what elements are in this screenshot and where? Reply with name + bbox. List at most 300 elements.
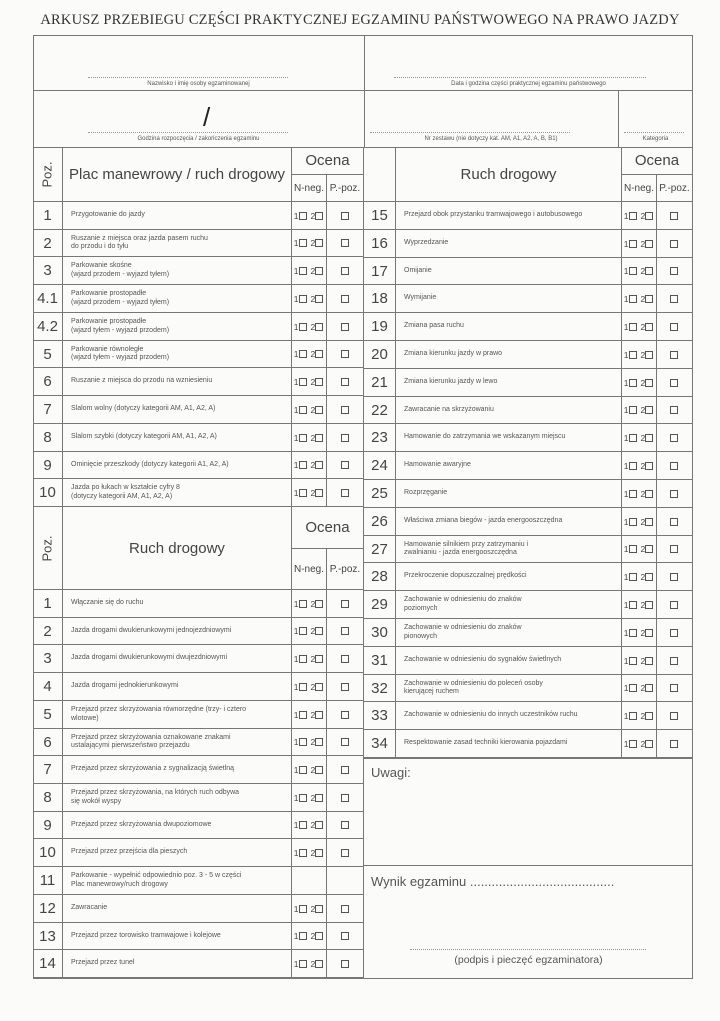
row-number: 4.1	[33, 285, 63, 313]
row-description: Przejazd przez przejścia dla pieszych	[63, 839, 292, 867]
p-poz-checkbox[interactable]	[341, 350, 349, 358]
row-description: Przejazd przez skrzyżowania równorzędne (trzy- i cztero wlotowe)	[63, 701, 292, 729]
checkbox-icon	[299, 794, 307, 802]
p-poz-checkbox[interactable]	[670, 490, 678, 498]
p-poz-cell	[327, 452, 364, 479]
p-poz-checkbox[interactable]	[341, 323, 349, 331]
checkbox-icon	[315, 295, 323, 303]
row-number: 7	[33, 756, 63, 784]
n-neg-checkbox-1[interactable]	[294, 793, 308, 803]
checkbox-label: 1	[293, 404, 299, 415]
checkbox-icon	[645, 545, 653, 553]
n-neg-cell	[292, 368, 327, 396]
n-neg-checkbox-1[interactable]	[294, 848, 308, 858]
p-poz-checkbox[interactable]	[341, 738, 349, 746]
n-neg-checkbox-1[interactable]	[294, 682, 308, 692]
n-neg-cell	[622, 563, 657, 591]
n-neg-cell	[622, 675, 657, 702]
n-neg-checkbox-2[interactable]	[311, 848, 325, 858]
n-neg-cell	[622, 424, 657, 452]
p-poz-checkbox[interactable]	[341, 794, 349, 802]
n-neg-checkbox-2[interactable]	[641, 628, 655, 638]
checkbox-label: 1	[293, 626, 299, 636]
p-poz-cell	[327, 950, 364, 978]
result-section	[364, 865, 693, 979]
row-description: Hamowanie silnikiem przy zatrzymaniu i zwalnianiu - jazda energooszczędna	[396, 536, 622, 563]
n-neg-checkbox-2[interactable]	[641, 683, 655, 693]
n-neg-checkbox-2[interactable]	[311, 238, 325, 248]
p-poz-checkbox[interactable]	[341, 905, 349, 913]
n-neg-checkbox-2[interactable]	[311, 793, 325, 803]
checkbox-icon	[299, 267, 307, 275]
p-poz-checkbox[interactable]	[670, 573, 678, 581]
p-poz-checkbox[interactable]	[670, 351, 678, 359]
n-neg-checkbox-2[interactable]	[641, 739, 655, 749]
n-neg-checkbox-2[interactable]	[311, 931, 325, 941]
p-poz-checkbox[interactable]	[670, 379, 678, 387]
n-neg-checkbox-1[interactable]	[624, 350, 638, 360]
n-neg-checkbox-1[interactable]	[624, 294, 638, 304]
p-poz-checkbox[interactable]	[341, 434, 349, 442]
checkbox-label: 1	[293, 598, 299, 609]
n-neg-checkbox-2[interactable]	[311, 433, 325, 443]
n-neg-checkbox-1[interactable]	[294, 904, 308, 914]
n-neg-checkbox-2[interactable]	[311, 904, 325, 914]
checkbox-icon	[315, 461, 323, 469]
row-description: Zmiana kierunku jazdy w prawo	[396, 341, 622, 369]
n-neg-checkbox-1[interactable]	[624, 600, 638, 610]
row-description: Ominięcie przeszkody (dotyczy kategorii A1, A2, A)	[63, 452, 292, 479]
poz-header	[33, 507, 63, 590]
checkbox-label: 2	[310, 265, 316, 276]
row-number: 15	[364, 202, 396, 230]
checkbox-label: 2	[640, 210, 646, 221]
checkbox-icon	[629, 712, 637, 720]
p-poz-checkbox[interactable]	[341, 932, 349, 940]
checkbox-label: 2	[310, 681, 316, 692]
n-neg-checkbox-2[interactable]	[641, 461, 655, 471]
p-poz-checkbox[interactable]	[341, 683, 349, 691]
p-poz-checkbox[interactable]	[670, 295, 678, 303]
p-poz-checkbox[interactable]	[670, 434, 678, 442]
row-description: Przejazd przez tunel	[63, 950, 292, 978]
p-poz-cell	[327, 424, 364, 452]
n-neg-checkbox-2[interactable]	[641, 211, 655, 221]
n-neg-checkbox-2[interactable]	[311, 488, 325, 498]
p-poz-checkbox[interactable]	[341, 406, 349, 414]
checkbox-label: 1	[293, 958, 299, 969]
row-description: Hamowanie awaryjne	[396, 452, 622, 480]
checkbox-label: 1	[623, 544, 629, 554]
n-neg-cell	[292, 452, 327, 479]
n-neg-cell	[292, 645, 327, 673]
p-poz-cell	[327, 396, 364, 424]
n-neg-cell	[292, 867, 327, 895]
row-number: 29	[364, 591, 396, 619]
n-neg-checkbox-1[interactable]	[624, 266, 638, 276]
row-number: 30	[364, 619, 396, 647]
n-neg-cell	[622, 341, 657, 369]
n-neg-checkbox-2[interactable]	[311, 654, 325, 664]
checkbox-icon	[299, 323, 307, 331]
n-neg-header: N-neg.	[622, 175, 657, 202]
p-poz-checkbox[interactable]	[341, 600, 349, 608]
checkbox-icon	[315, 932, 323, 940]
n-neg-checkbox-1[interactable]	[624, 656, 638, 666]
n-neg-checkbox-1[interactable]	[624, 683, 638, 693]
n-neg-checkbox-2[interactable]	[641, 378, 655, 388]
n-neg-checkbox-2[interactable]	[641, 572, 655, 582]
p-poz-checkbox[interactable]	[670, 240, 678, 248]
checkbox-label: 2	[640, 238, 646, 249]
p-poz-checkbox[interactable]	[670, 267, 678, 275]
p-poz-checkbox[interactable]	[670, 406, 678, 414]
n-neg-checkbox-1[interactable]	[294, 654, 308, 664]
n-neg-cell	[622, 730, 657, 758]
checkbox-label: 2	[640, 544, 646, 554]
n-neg-cell	[292, 729, 327, 756]
p-poz-checkbox[interactable]	[670, 323, 678, 331]
n-neg-checkbox-1[interactable]	[294, 959, 308, 969]
n-neg-cell	[292, 590, 327, 618]
n-neg-checkbox-2[interactable]	[311, 349, 325, 359]
checkbox-icon	[629, 657, 637, 665]
p-poz-checkbox[interactable]	[341, 378, 349, 386]
n-neg-checkbox-1[interactable]	[624, 739, 638, 749]
p-poz-checkbox[interactable]	[670, 629, 678, 637]
p-poz-checkbox[interactable]	[341, 267, 349, 275]
n-neg-checkbox-1[interactable]	[294, 820, 308, 830]
n-neg-checkbox-1[interactable]	[624, 461, 638, 471]
n-neg-checkbox-2[interactable]	[641, 433, 655, 443]
checkbox-icon	[315, 350, 323, 358]
checkbox-label: 2	[640, 516, 646, 527]
n-neg-checkbox-1[interactable]	[624, 517, 638, 527]
checkbox-label: 1	[623, 238, 629, 249]
n-neg-checkbox-1[interactable]	[624, 711, 638, 721]
p-poz-checkbox[interactable]	[670, 518, 678, 526]
checkbox-label: 1	[623, 321, 629, 332]
checkbox-icon	[299, 239, 307, 247]
checkbox-icon	[315, 489, 323, 497]
n-neg-cell	[622, 619, 657, 647]
n-neg-checkbox-2[interactable]	[311, 820, 325, 830]
checkbox-label: 2	[310, 210, 316, 221]
p-poz-checkbox[interactable]	[341, 960, 349, 968]
row-description: Rozprzęganie	[396, 480, 622, 508]
n-neg-checkbox-1[interactable]	[294, 710, 308, 720]
n-neg-cell	[622, 313, 657, 341]
n-neg-checkbox-1[interactable]	[294, 349, 308, 359]
n-neg-checkbox-2[interactable]	[641, 600, 655, 610]
checkbox-label: 1	[623, 488, 629, 499]
n-neg-cell	[292, 341, 327, 368]
row-description: Slalom wolny (dotyczy kategorii AM, A1, A2, A)	[63, 396, 292, 424]
n-neg-checkbox-1[interactable]	[294, 488, 308, 498]
n-neg-checkbox-2[interactable]	[641, 239, 655, 249]
ocena-header: Ocena	[292, 507, 364, 549]
checkbox-label: 2	[640, 488, 646, 499]
row-description: Jazda drogami dwukierunkowymi jednojezdniowymi	[63, 618, 292, 645]
checkbox-label: 1	[623, 405, 629, 415]
n-neg-checkbox-2[interactable]	[311, 294, 325, 304]
p-poz-checkbox[interactable]	[670, 212, 678, 220]
n-neg-cell	[622, 202, 657, 230]
row-number: 11	[33, 867, 63, 895]
row-description: Jazda po łukach w kształcie cyfry 8 (dotyczy kategorii AM, A1, A2, A)	[63, 479, 292, 507]
row-number: 23	[364, 424, 396, 452]
n-neg-checkbox-2[interactable]	[311, 599, 325, 609]
p-poz-cell	[327, 895, 364, 923]
row-number: 4.2	[33, 313, 63, 341]
row-number: 13	[33, 923, 63, 950]
row-number: 18	[364, 285, 396, 313]
n-neg-checkbox-1[interactable]	[624, 572, 638, 582]
checkbox-icon	[299, 489, 307, 497]
n-neg-checkbox-2[interactable]	[311, 211, 325, 221]
checkbox-icon	[315, 849, 323, 857]
n-neg-checkbox-1[interactable]	[294, 433, 308, 443]
checkbox-icon	[299, 766, 307, 774]
n-neg-checkbox-1[interactable]	[624, 322, 638, 332]
ocena-header: Ocena	[622, 147, 693, 175]
n-neg-checkbox-1[interactable]	[624, 489, 638, 499]
checkbox-label: 1	[293, 432, 299, 443]
p-poz-checkbox[interactable]	[341, 212, 349, 220]
n-neg-checkbox-2[interactable]	[641, 544, 655, 554]
n-neg-cell	[622, 369, 657, 397]
checkbox-label: 2	[310, 404, 316, 415]
checkbox-icon	[315, 905, 323, 913]
checkbox-label: 2	[640, 432, 646, 443]
checkbox-label: 1	[293, 764, 299, 775]
n-neg-checkbox-2[interactable]	[641, 711, 655, 721]
p-poz-cell	[327, 285, 364, 313]
date-field[interactable]	[364, 35, 693, 90]
p-poz-cell	[327, 230, 364, 257]
checkbox-icon	[315, 627, 323, 635]
checkbox-label: 1	[623, 655, 629, 666]
n-neg-checkbox-1[interactable]	[294, 931, 308, 941]
n-neg-checkbox-1[interactable]	[294, 322, 308, 332]
n-neg-checkbox-1[interactable]	[294, 626, 308, 636]
p-poz-cell	[327, 479, 364, 507]
result-label[interactable]: Wynik egzaminu ........................................	[371, 874, 615, 889]
row-description: Zachowanie w odniesieniu do znaków poziomych	[396, 591, 622, 619]
p-poz-checkbox[interactable]	[341, 461, 349, 469]
n-neg-checkbox-1[interactable]	[624, 378, 638, 388]
n-neg-checkbox-1[interactable]	[294, 405, 308, 415]
checkbox-label: 1	[623, 377, 629, 388]
p-poz-checkbox[interactable]	[341, 489, 349, 497]
checkbox-icon	[315, 738, 323, 746]
n-neg-checkbox-2[interactable]	[311, 682, 325, 692]
n-neg-checkbox-1[interactable]	[624, 433, 638, 443]
n-neg-checkbox-2[interactable]	[641, 489, 655, 499]
n-neg-checkbox-1[interactable]	[294, 266, 308, 276]
n-neg-checkbox-1[interactable]	[294, 238, 308, 248]
checkbox-label: 1	[623, 432, 629, 443]
n-neg-cell	[292, 202, 327, 230]
n-neg-checkbox-2[interactable]	[641, 517, 655, 527]
p-poz-checkbox[interactable]	[670, 684, 678, 692]
n-neg-checkbox-2[interactable]	[311, 765, 325, 775]
checkbox-label: 2	[310, 931, 316, 941]
p-poz-cell	[327, 756, 364, 784]
checkbox-icon	[315, 323, 323, 331]
n-neg-cell	[622, 452, 657, 480]
checkbox-label: 2	[310, 598, 316, 609]
n-neg-checkbox-1[interactable]	[624, 405, 638, 415]
checkbox-label: 1	[293, 820, 299, 830]
p-poz-cell	[657, 230, 693, 258]
p-poz-cell	[327, 257, 364, 285]
p-poz-checkbox[interactable]	[341, 711, 349, 719]
n-neg-checkbox-2[interactable]	[311, 460, 325, 470]
p-poz-cell	[657, 563, 693, 591]
n-neg-checkbox-2[interactable]	[641, 294, 655, 304]
p-poz-cell	[657, 424, 693, 452]
checkbox-icon	[299, 434, 307, 442]
n-neg-checkbox-2[interactable]	[311, 322, 325, 332]
checkbox-icon	[315, 711, 323, 719]
p-poz-cell	[327, 701, 364, 729]
time-value: /	[203, 102, 211, 132]
row-number: 3	[33, 257, 63, 285]
n-neg-checkbox-2[interactable]	[641, 656, 655, 666]
n-neg-cell	[622, 397, 657, 424]
n-neg-checkbox-1[interactable]	[294, 377, 308, 387]
checkbox-label: 1	[623, 349, 629, 360]
checkbox-icon	[299, 655, 307, 663]
checkbox-label: 1	[293, 349, 299, 359]
checkbox-icon	[299, 683, 307, 691]
checkbox-icon	[315, 794, 323, 802]
p-poz-checkbox[interactable]	[670, 545, 678, 553]
row-number: 34	[364, 730, 396, 758]
n-neg-checkbox-1[interactable]	[294, 460, 308, 470]
n-neg-checkbox-1[interactable]	[624, 544, 638, 554]
checkbox-label: 2	[310, 847, 316, 858]
row-number: 17	[364, 258, 396, 285]
checkbox-icon	[645, 684, 653, 692]
n-neg-cell	[292, 396, 327, 424]
row-number: 6	[33, 729, 63, 756]
n-neg-checkbox-1[interactable]	[624, 628, 638, 638]
p-poz-checkbox[interactable]	[670, 601, 678, 609]
set-number-field[interactable]	[364, 90, 618, 147]
p-poz-checkbox[interactable]	[341, 849, 349, 857]
checkbox-label: 2	[310, 293, 316, 304]
checkbox-icon	[299, 600, 307, 608]
checkbox-icon	[629, 490, 637, 498]
checkbox-icon	[645, 323, 653, 331]
checkbox-icon	[299, 960, 307, 968]
p-poz-checkbox[interactable]	[670, 657, 678, 665]
n-neg-cell	[292, 784, 327, 812]
checkbox-icon	[315, 406, 323, 414]
row-number: 31	[364, 647, 396, 675]
n-neg-checkbox-1[interactable]	[294, 599, 308, 609]
n-neg-cell	[622, 508, 657, 536]
section-title: Plac manewrowy / ruch drogowy	[63, 147, 292, 202]
n-neg-checkbox-2[interactable]	[311, 959, 325, 969]
checkbox-icon	[299, 849, 307, 857]
checkbox-label: 1	[293, 460, 299, 470]
checkbox-icon	[645, 212, 653, 220]
p-poz-checkbox[interactable]	[670, 740, 678, 748]
p-poz-cell	[327, 341, 364, 368]
row-number: 3	[33, 645, 63, 673]
p-poz-checkbox[interactable]	[670, 712, 678, 720]
n-neg-checkbox-2[interactable]	[311, 377, 325, 387]
p-poz-checkbox[interactable]	[341, 655, 349, 663]
remarks-field[interactable]	[364, 758, 693, 865]
checkbox-label: 1	[293, 737, 299, 747]
n-neg-checkbox-1[interactable]	[294, 294, 308, 304]
checkbox-icon	[315, 378, 323, 386]
p-poz-cell	[657, 369, 693, 397]
row-number: 22	[364, 397, 396, 424]
checkbox-label: 1	[293, 321, 299, 332]
n-neg-checkbox-1[interactable]	[624, 239, 638, 249]
name-field[interactable]	[33, 35, 364, 90]
n-neg-checkbox-2[interactable]	[641, 405, 655, 415]
n-neg-checkbox-1[interactable]	[294, 737, 308, 747]
n-neg-checkbox-2[interactable]	[641, 266, 655, 276]
row-description: Zawracanie	[63, 895, 292, 923]
checkbox-icon	[629, 351, 637, 359]
checkbox-label: 2	[310, 903, 316, 914]
n-neg-checkbox-2[interactable]	[311, 737, 325, 747]
category-label: Kategoria	[642, 136, 669, 142]
checkbox-icon	[315, 960, 323, 968]
checkbox-label: 1	[623, 460, 629, 471]
n-neg-cell	[292, 756, 327, 784]
p-poz-cell	[657, 313, 693, 341]
p-poz-cell	[657, 452, 693, 480]
row-number: 33	[364, 702, 396, 730]
p-poz-checkbox[interactable]	[341, 821, 349, 829]
n-neg-checkbox-2[interactable]	[311, 266, 325, 276]
time-field[interactable]	[33, 90, 364, 147]
n-neg-checkbox-2[interactable]	[311, 405, 325, 415]
p-poz-checkbox[interactable]	[341, 295, 349, 303]
checkbox-label: 1	[293, 903, 299, 914]
p-poz-checkbox[interactable]	[341, 766, 349, 774]
checkbox-icon	[629, 462, 637, 470]
n-neg-cell	[292, 313, 327, 341]
checkbox-label: 2	[310, 958, 316, 969]
row-description: Włączanie się do ruchu	[63, 590, 292, 618]
p-poz-checkbox[interactable]	[341, 627, 349, 635]
n-neg-checkbox-1[interactable]	[294, 211, 308, 221]
n-neg-checkbox-1[interactable]	[294, 765, 308, 775]
row-description: Ruszanie z miejsca oraz jazda pasem ruchu do przodu i do tyłu	[63, 230, 292, 257]
n-neg-checkbox-1[interactable]	[624, 211, 638, 221]
category-field[interactable]	[618, 90, 693, 147]
n-neg-checkbox-2[interactable]	[641, 322, 655, 332]
checkbox-label: 2	[640, 293, 646, 304]
checkbox-icon	[645, 518, 653, 526]
checkbox-label: 2	[310, 653, 316, 664]
p-poz-checkbox[interactable]	[670, 462, 678, 470]
n-neg-checkbox-2[interactable]	[311, 710, 325, 720]
n-neg-checkbox-2[interactable]	[641, 350, 655, 360]
n-neg-checkbox-2[interactable]	[311, 626, 325, 636]
p-poz-checkbox[interactable]	[341, 239, 349, 247]
ocena-header: Ocena	[292, 147, 364, 175]
